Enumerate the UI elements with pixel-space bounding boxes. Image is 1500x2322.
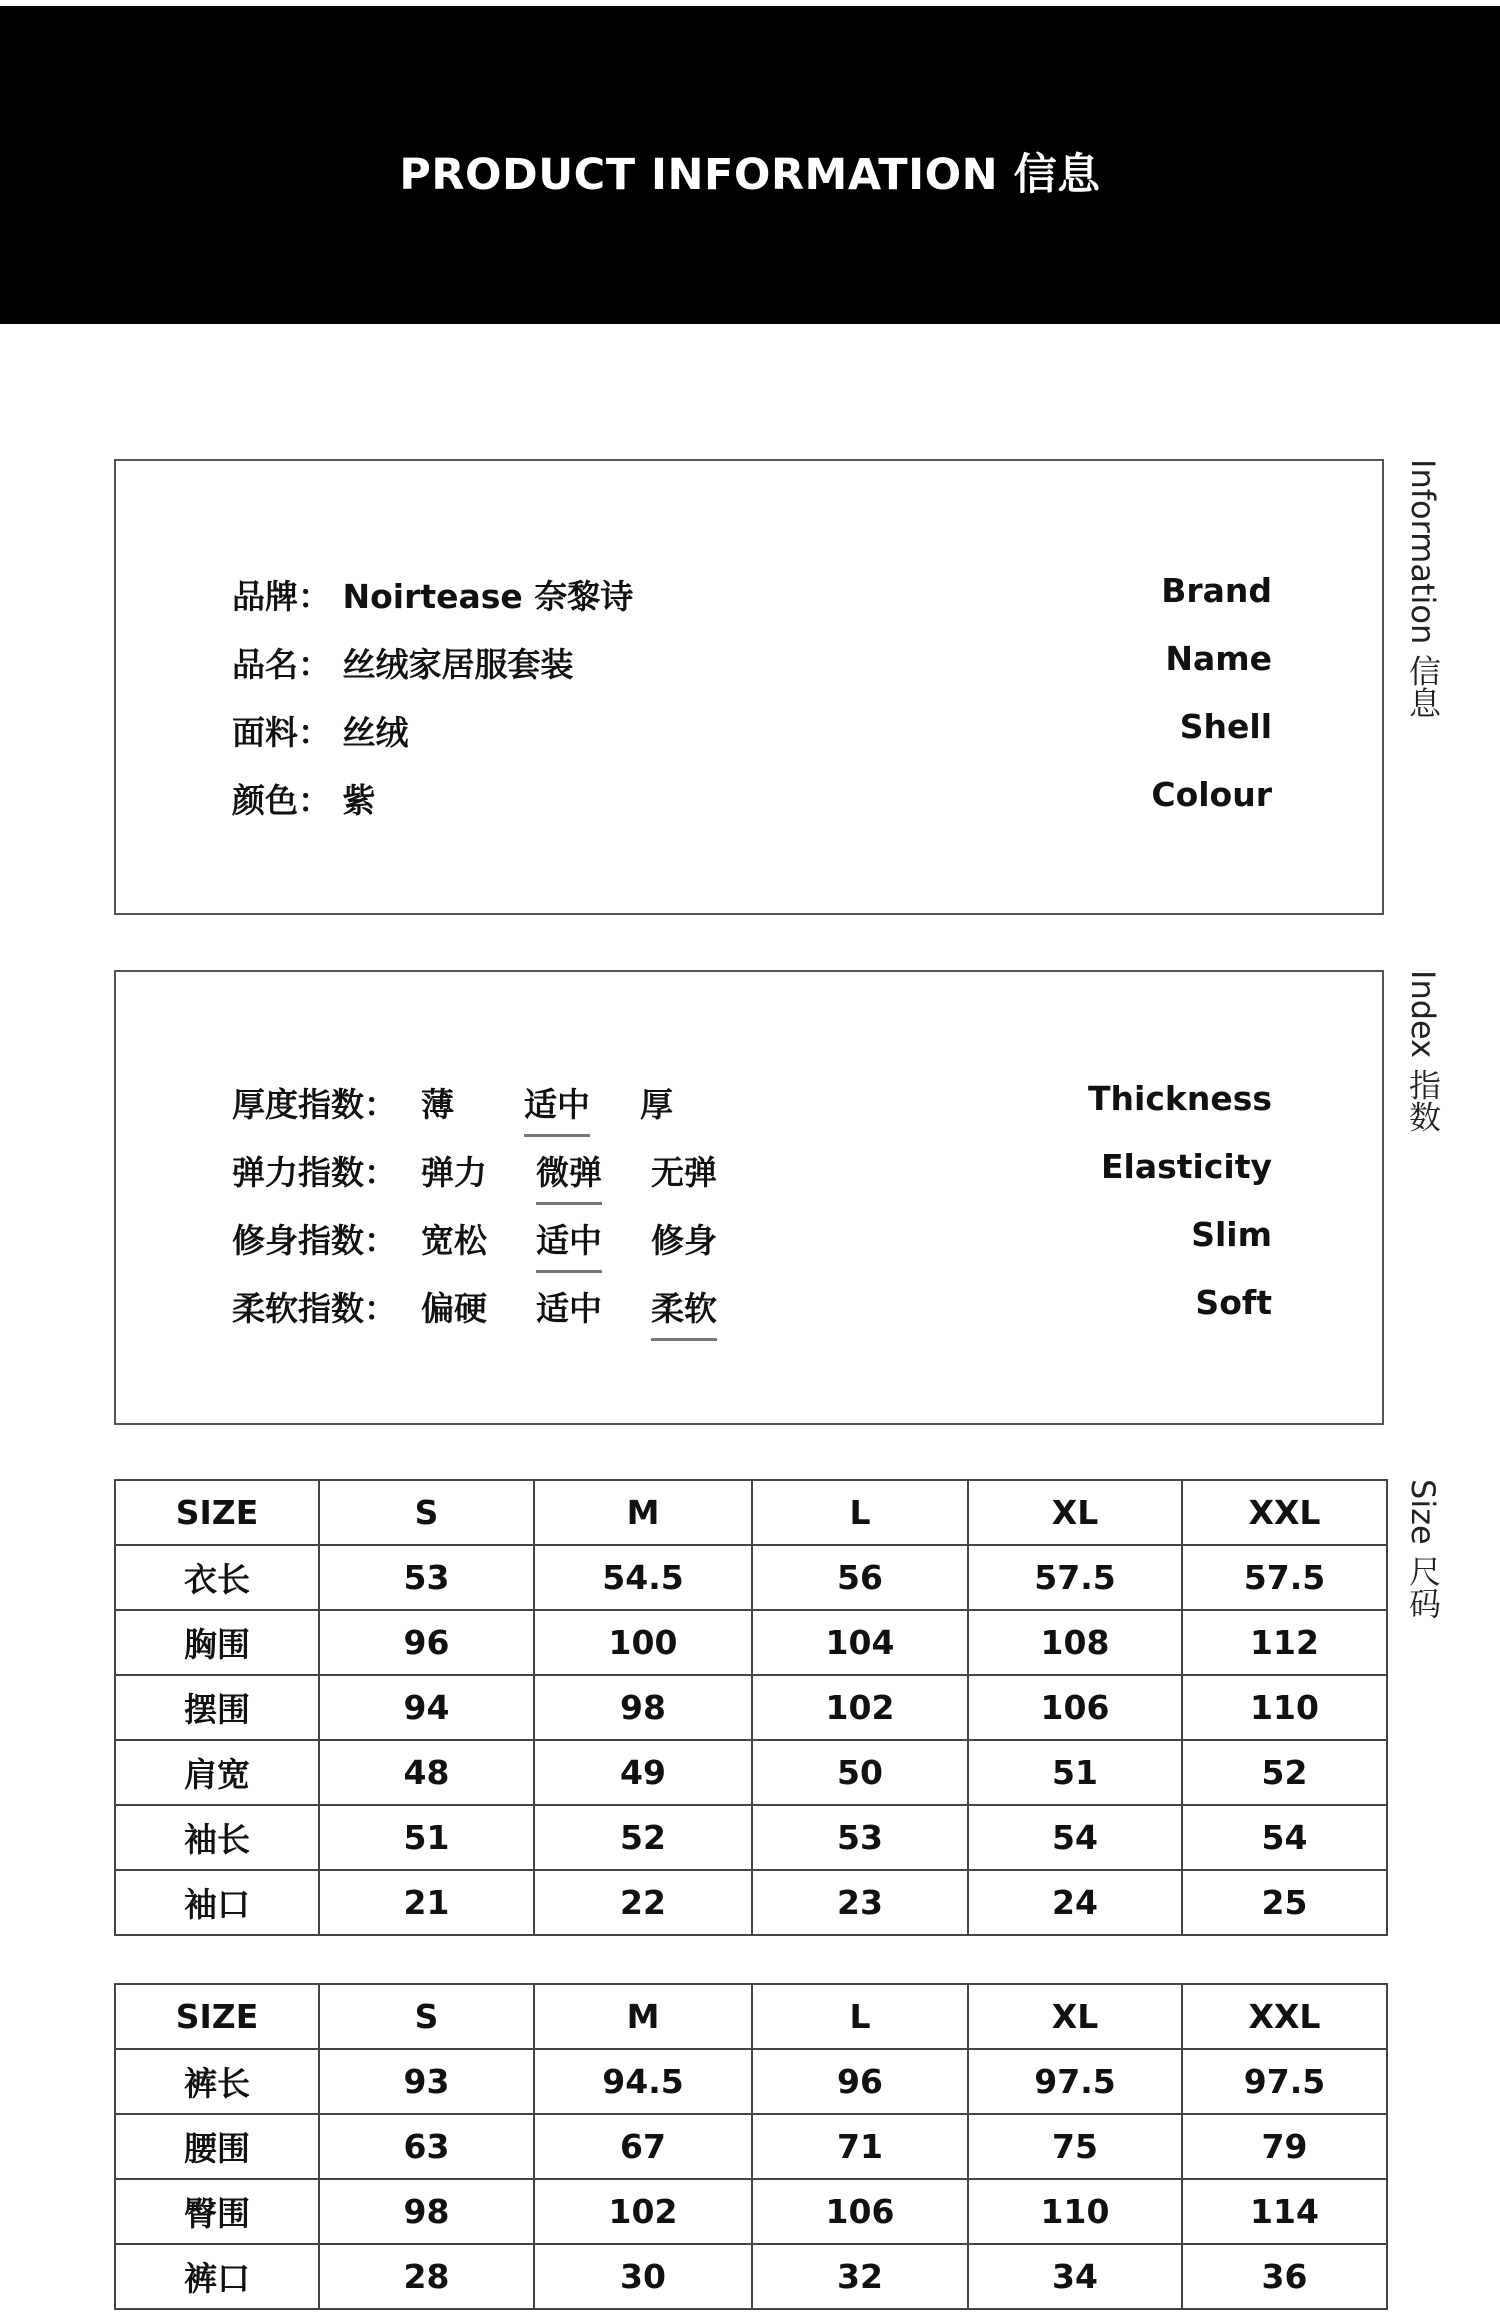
table-row <box>115 1610 1387 1675</box>
table-cell: 53 <box>752 1805 968 1870</box>
table-cell: 32 <box>752 2244 968 2309</box>
table-cell: 54.5 <box>534 1545 752 1610</box>
table-header-cell: L <box>752 1480 968 1545</box>
table-header-row <box>115 1984 1387 2049</box>
index-option-selected: 微弹 <box>536 1147 602 1205</box>
index-english-label: Slim <box>1191 1215 1272 1254</box>
info-name-label: Name <box>1165 639 1272 678</box>
table-header-row <box>115 1480 1387 1545</box>
table-cell: 102 <box>752 1675 968 1740</box>
table-cell: 71 <box>752 2114 968 2179</box>
index-option: 适中 <box>536 1289 602 1328</box>
table-cell: 98 <box>534 1675 752 1740</box>
table-cell: 54 <box>1182 1805 1387 1870</box>
table-cell: 97.5 <box>968 2049 1182 2114</box>
table-cell: 110 <box>1182 1675 1387 1740</box>
table-cell: 30 <box>534 2244 752 2309</box>
side-label-index: Index 指数 <box>1404 970 1442 1133</box>
table-row-label: 摆围 <box>115 1675 319 1740</box>
index-row-slim <box>116 1205 1382 1265</box>
table-cell: 24 <box>968 1870 1182 1935</box>
index-option-selected: 柔软 <box>651 1283 717 1341</box>
index-option-selected: 适中 <box>536 1215 602 1273</box>
info-row-brand <box>116 561 1382 621</box>
table-row <box>115 2049 1387 2114</box>
index-label: 弹力指数： <box>232 1153 397 1192</box>
table-header-cell: XXL <box>1182 1984 1387 2049</box>
table-row <box>115 1805 1387 1870</box>
table-header-cell: XL <box>968 1480 1182 1545</box>
index-option: 无弹 <box>651 1153 717 1192</box>
table-cell: 94 <box>319 1675 534 1740</box>
index-row-soft <box>116 1273 1382 1333</box>
table-header-size: SIZE <box>115 1480 319 1545</box>
table-cell: 102 <box>534 2179 752 2244</box>
info-name-value: 品名： 丝绒家居服套装 <box>232 645 574 684</box>
table-cell: 23 <box>752 1870 968 1935</box>
table-cell: 57.5 <box>968 1545 1182 1610</box>
table-header-cell: S <box>319 1480 534 1545</box>
table-row-label: 胸围 <box>115 1610 319 1675</box>
table-cell: 57.5 <box>1182 1545 1387 1610</box>
size-table-bottom <box>114 1983 1388 2310</box>
index-option: 偏硬 <box>421 1289 487 1328</box>
page-title: PRODUCT INFORMATION 信息 <box>399 150 1101 200</box>
index-row-elasticity <box>116 1137 1382 1197</box>
table-row <box>115 2244 1387 2309</box>
index-option: 弹力 <box>421 1153 487 1192</box>
table-row <box>115 1740 1387 1805</box>
table-cell: 75 <box>968 2114 1182 2179</box>
table-row <box>115 2179 1387 2244</box>
index-option: 薄 <box>421 1085 454 1124</box>
info-colour-value: 颜色： 紫 <box>232 781 376 820</box>
info-brand-label: Brand <box>1161 571 1272 610</box>
index-english-label: Elasticity <box>1100 1147 1272 1186</box>
table-cell: 100 <box>534 1610 752 1675</box>
table-cell: 114 <box>1182 2179 1387 2244</box>
table-cell: 94.5 <box>534 2049 752 2114</box>
table-header-cell: L <box>752 1984 968 2049</box>
table-row-label: 肩宽 <box>115 1740 319 1805</box>
table-cell: 56 <box>752 1545 968 1610</box>
table-row <box>115 1675 1387 1740</box>
size-table-top <box>114 1479 1388 1936</box>
table-header-cell: S <box>319 1984 534 2049</box>
table-row-label: 裤口 <box>115 2244 319 2309</box>
table-cell: 22 <box>534 1870 752 1935</box>
index-option: 厚 <box>640 1085 673 1124</box>
info-row-name <box>116 629 1382 689</box>
info-shell-label: Shell <box>1179 707 1272 746</box>
table-cell: 96 <box>319 1610 534 1675</box>
table-cell: 36 <box>1182 2244 1387 2309</box>
table-row <box>115 2114 1387 2179</box>
index-option: 修身 <box>651 1221 717 1260</box>
table-row-label: 臀围 <box>115 2179 319 2244</box>
table-cell: 25 <box>1182 1870 1387 1935</box>
table-row-label: 衣长 <box>115 1545 319 1610</box>
table-header-cell: XL <box>968 1984 1182 2049</box>
index-row-thickness <box>116 1069 1382 1129</box>
table-cell: 104 <box>752 1610 968 1675</box>
table-row-label: 腰围 <box>115 2114 319 2179</box>
table-row <box>115 1545 1387 1610</box>
table-cell: 50 <box>752 1740 968 1805</box>
table-cell: 28 <box>319 2244 534 2309</box>
table-cell: 96 <box>752 2049 968 2114</box>
index-label: 柔软指数： <box>232 1289 397 1328</box>
table-cell: 51 <box>968 1740 1182 1805</box>
table-cell: 21 <box>319 1870 534 1935</box>
table-cell: 97.5 <box>1182 2049 1387 2114</box>
table-row-label: 裤长 <box>115 2049 319 2114</box>
index-option: 宽松 <box>421 1221 487 1260</box>
info-brand-value: 品牌： Noirtease 奈黎诗 <box>232 577 634 616</box>
info-colour-label: Colour <box>1151 775 1272 814</box>
table-cell: 110 <box>968 2179 1182 2244</box>
info-row-colour <box>116 765 1382 825</box>
table-cell: 108 <box>968 1610 1182 1675</box>
table-cell: 106 <box>752 2179 968 2244</box>
table-row-label: 袖长 <box>115 1805 319 1870</box>
table-cell: 79 <box>1182 2114 1387 2179</box>
index-option-selected: 适中 <box>524 1079 590 1137</box>
table-header-cell: XXL <box>1182 1480 1387 1545</box>
table-row <box>115 1870 1387 1935</box>
table-cell: 67 <box>534 2114 752 2179</box>
index-label: 厚度指数： <box>232 1085 397 1124</box>
index-box <box>114 970 1384 1425</box>
side-label-size: Size 尺码 <box>1404 1479 1442 1619</box>
index-english-label: Soft <box>1195 1283 1272 1322</box>
table-cell: 54 <box>968 1805 1182 1870</box>
table-header-size: SIZE <box>115 1984 319 2049</box>
table-cell: 52 <box>1182 1740 1387 1805</box>
side-label-information: Information 信息 <box>1404 459 1442 719</box>
table-cell: 52 <box>534 1805 752 1870</box>
index-label: 修身指数： <box>232 1221 397 1260</box>
table-cell: 63 <box>319 2114 534 2179</box>
table-header-cell: M <box>534 1480 752 1545</box>
table-cell: 98 <box>319 2179 534 2244</box>
table-cell: 106 <box>968 1675 1182 1740</box>
table-cell: 112 <box>1182 1610 1387 1675</box>
info-row-shell <box>116 697 1382 757</box>
index-english-label: Thickness <box>1088 1079 1272 1118</box>
table-cell: 34 <box>968 2244 1182 2309</box>
table-cell: 49 <box>534 1740 752 1805</box>
info-shell-value: 面料： 丝绒 <box>232 713 409 752</box>
table-cell: 53 <box>319 1545 534 1610</box>
header-banner <box>0 6 1500 324</box>
table-row-label: 袖口 <box>115 1870 319 1935</box>
table-header-cell: M <box>534 1984 752 2049</box>
table-cell: 93 <box>319 2049 534 2114</box>
table-cell: 48 <box>319 1740 534 1805</box>
table-cell: 51 <box>319 1805 534 1870</box>
information-box <box>114 459 1384 915</box>
